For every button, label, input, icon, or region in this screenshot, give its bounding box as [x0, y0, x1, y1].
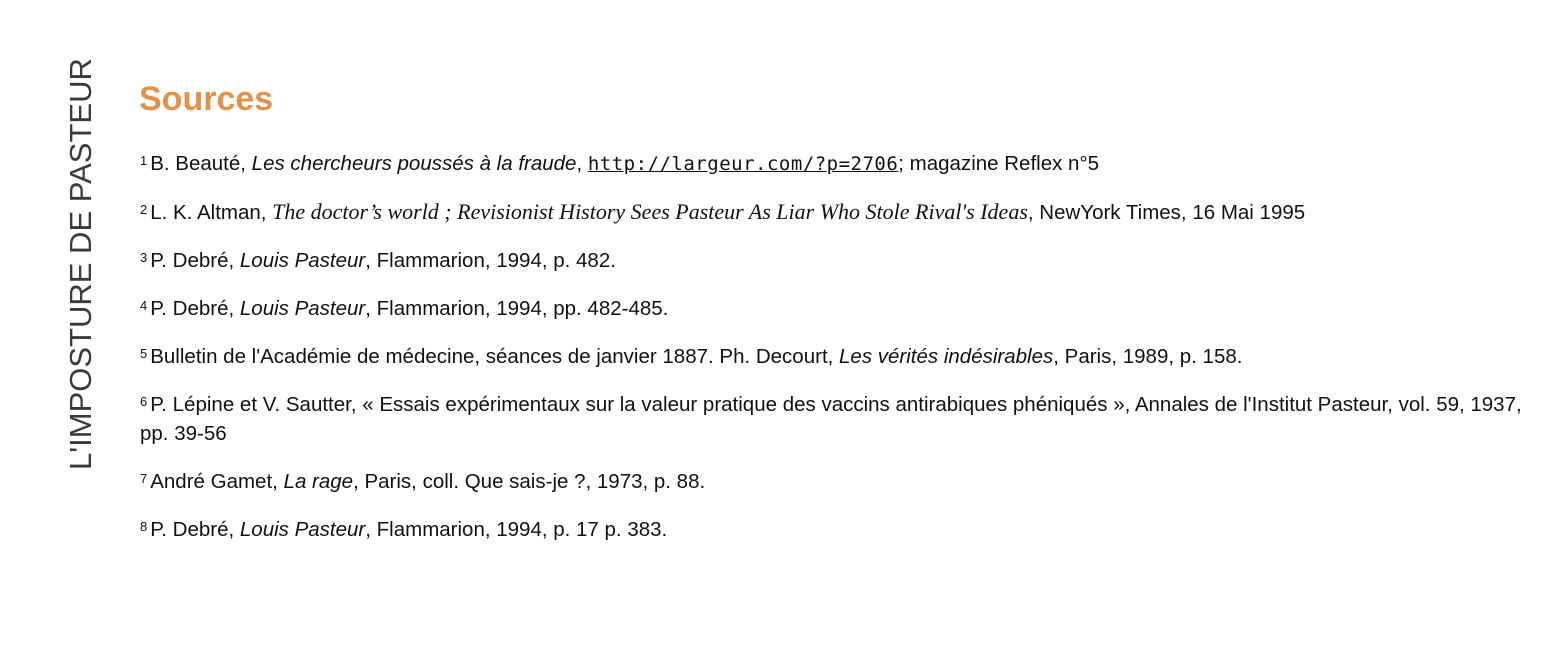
- source-title: Les vérités indésirables: [839, 345, 1054, 368]
- source-text: , NewYork Times, 16 Mai 1995: [1027, 201, 1306, 224]
- source-title: Louis Pasteur: [239, 518, 366, 541]
- source-text: B. Beauté,: [150, 152, 252, 175]
- source-text: , Paris, coll. Que sais-je ?, 1973, p. 88.: [353, 470, 706, 493]
- source-text: , Flammarion, 1994, p. 17 p. 383.: [365, 518, 668, 541]
- footnote-number: 7: [140, 471, 148, 486]
- source-text: ,: [576, 152, 588, 175]
- source-title: La rage: [283, 470, 354, 493]
- source-text: , Flammarion, 1994, p. 482.: [365, 249, 616, 272]
- source-text: P. Debré,: [150, 518, 240, 541]
- source-text: , Paris, 1989, p. 158.: [1053, 345, 1243, 368]
- source-entry-7: [140, 464, 1535, 496]
- footnote-number: 3: [140, 250, 148, 265]
- source-text: P. Debré,: [150, 297, 240, 320]
- footnote-number: 2: [140, 202, 148, 217]
- footnote-number: 4: [140, 298, 148, 313]
- source-text: P. Debré,: [150, 249, 240, 272]
- source-title: Les chercheurs poussés à la fraude: [251, 152, 577, 175]
- footnote-number: 1: [140, 153, 148, 168]
- source-entry-8: [140, 512, 1535, 544]
- source-link[interactable]: http://largeur.com/?p=2706: [587, 153, 899, 175]
- sources-list: [140, 146, 1535, 560]
- source-title: Louis Pasteur: [239, 249, 366, 272]
- source-text: Bulletin de l'Académie de médecine, séances de janvier 1887. Ph. Decourt,: [150, 345, 840, 368]
- source-entry-1: [140, 146, 1535, 179]
- source-entry-2: [140, 195, 1535, 227]
- source-text: André Gamet,: [150, 470, 284, 493]
- footnote-number: 5: [140, 346, 148, 361]
- source-entry-5: [140, 339, 1535, 371]
- side-title: L'IMPOSTURE DE PASTEUR: [63, 58, 98, 470]
- source-text: , Flammarion, 1994, pp. 482-485.: [365, 297, 669, 320]
- source-entry-3: [140, 243, 1535, 275]
- source-text: ; magazine Reflex n°5: [898, 152, 1100, 175]
- source-entry-4: [140, 291, 1535, 323]
- source-title: Louis Pasteur: [239, 297, 366, 320]
- source-text: P. Lépine et V. Sautter, « Essais expérimentaux sur la valeur pratique des vaccins antirabiques phéniqués », Annales de l'Institut Pasteur, vol. 59, 1937, pp. 39-56: [140, 393, 1522, 445]
- source-entry-6: [140, 387, 1535, 448]
- source-text: L. K. Altman,: [150, 201, 273, 224]
- source-title: The doctor’s world ; Revisionist History Sees Pasteur As Liar Who Stole Rival's Ideas: [272, 199, 1028, 224]
- footnote-number: 8: [140, 519, 148, 534]
- footnote-number: 6: [140, 394, 148, 409]
- section-heading: Sources: [139, 80, 274, 118]
